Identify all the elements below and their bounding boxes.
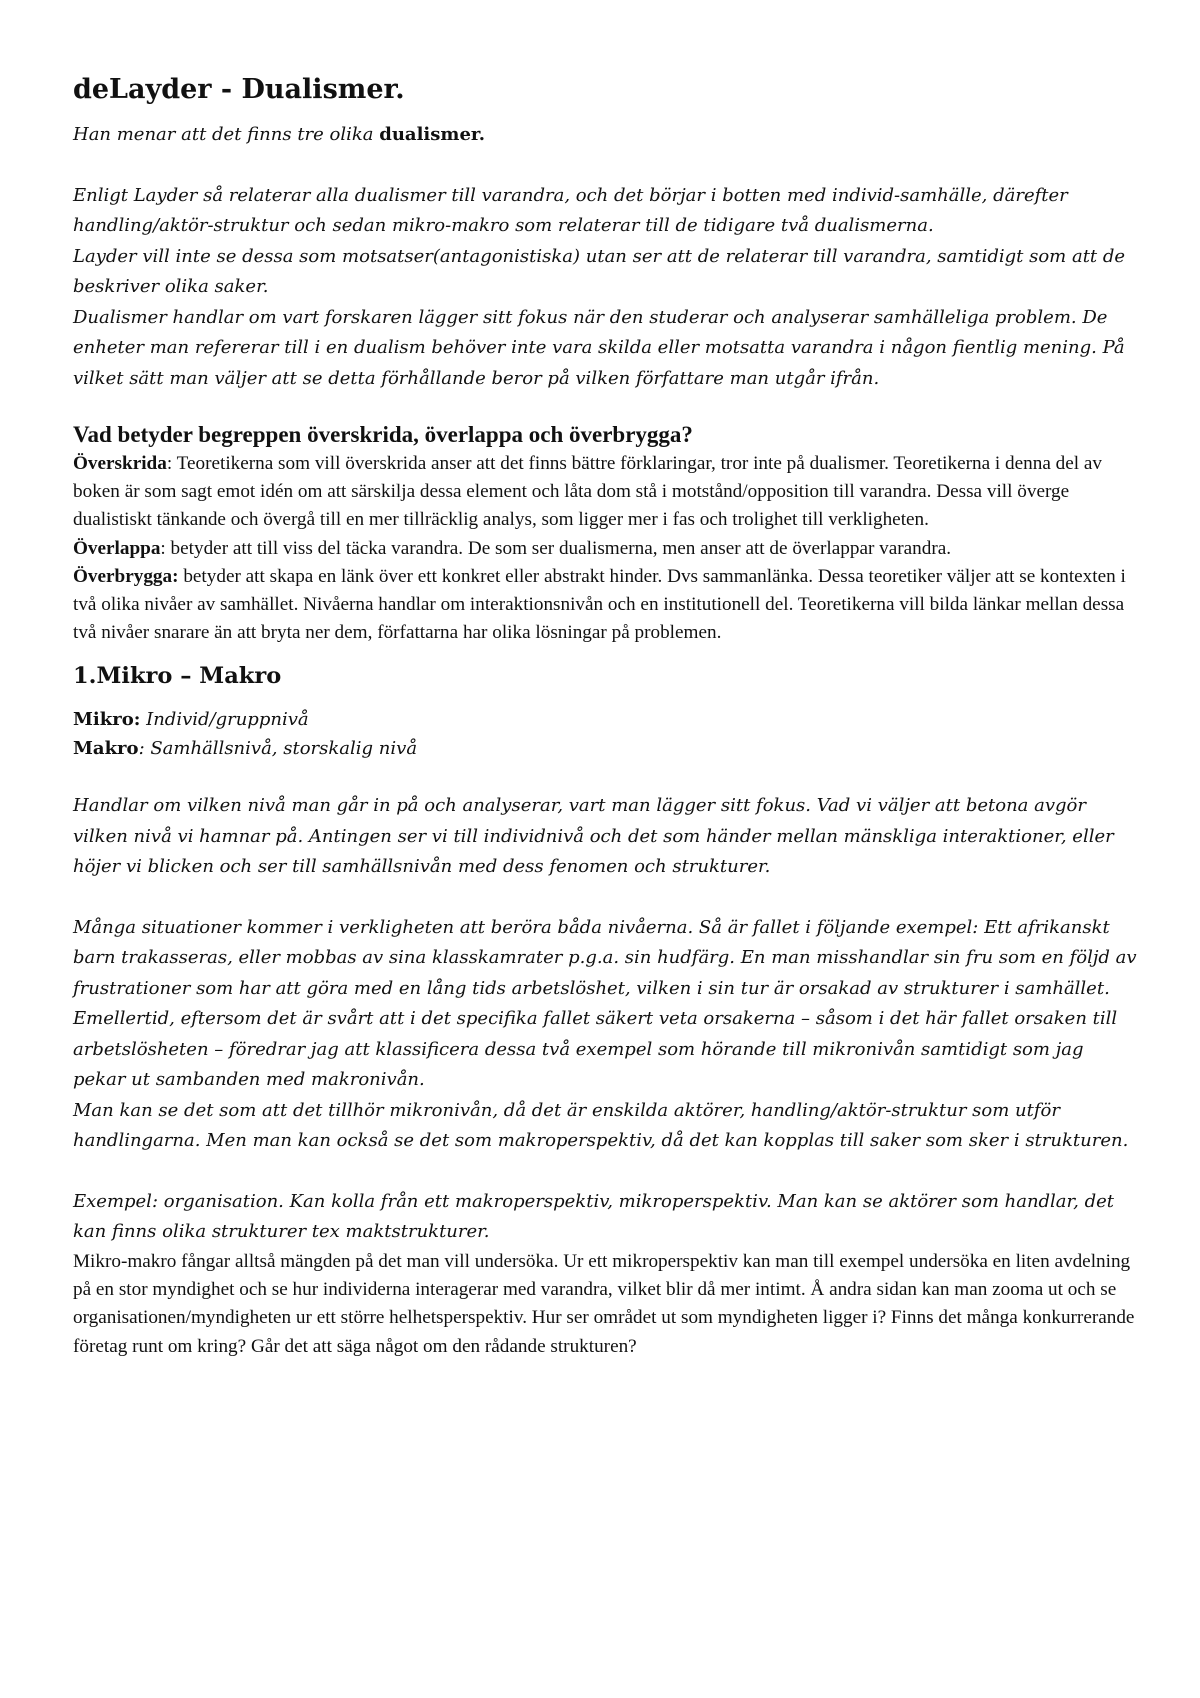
intro-bold: dualismer. [379, 124, 485, 145]
question-heading: Vad betyder begreppen överskrida, överlappa och överbrygga? [73, 422, 693, 447]
text-overskrida: : Teoretikerna som vill överskrida anser att det finns bättre förklaringar, tror inte på dualismer. Teoretikerna i denna del av boken är som sagt emot idén om att särskilja dessa element och låta dom stå i motstånd/opposition till varandra. Dessa vill överge dualistiskt tänkande och övergå till en mer tillräcklig analys, som ligger mer i fas och trolighet till verkligheten. [73, 453, 1102, 531]
document-page [73, 72, 1139, 1361]
paragraph-researcher-focus: Dualismer handlar om vart forskaren lägger sitt fokus när den studerar och analyserar samhälleliga problem. De enheter man refererar till i en dualism behöver inte vara skilda eller motsatta varandra i någon fientlig mening. På vilket sätt man väljer att se detta förhållande beror på vilken författare man utgår ifrån. [73, 306, 1125, 389]
intro-line [73, 120, 1139, 151]
paragraph-layder-relation: Enligt Layder så relaterar alla dualismer till varandra, och det börjar i botten med individ-samhälle, därefter handling/aktör-struktur och sedan mikro-makro som relaterar till de tidigare två dualismerna. [73, 184, 1068, 236]
definition-mikro [73, 705, 1139, 734]
spacer [73, 763, 1139, 791]
spacer [73, 883, 1139, 913]
term-mikro: Mikro: [73, 709, 141, 731]
definition-overskrida [73, 450, 1139, 535]
text-overlappa: : betyder att till viss del täcka varandra. De som ser dualismerna, men anser att de överlappar varandra. [160, 537, 952, 559]
paragraph-example-situations: Många situationer kommer i verkligheten att beröra båda nivåerna. Så är fallet i följande exempel: Ett afrikanskt barn trakasseras, eller mobbas av sina klasskamrater p.g.a. sin hudfärg. En man misshandlar sin fru som en följd av frustrationer som har att göra med en lång tids arbetslöshet, vilken i sin tur är orsakad av strukturer i samhället. Emellertid, eftersom det är svårt att i det specifika fallet säkert veta orsakerna – såsom i det här fallet orsaken till arbetslösheten – föredrar jag att klassificera dessa två exempel som hörande till mikronivån samtidigt som jag pekar ut sambanden med makronivån. [73, 916, 1137, 1091]
term-overbrygga: Överbrygga: [73, 565, 179, 587]
term-overskrida: Överskrida [73, 453, 167, 474]
paragraph-antagonism: Layder vill inte se dessa som motsatser(antagonistiska) utan ser att de relaterar till varandra, samtidigt som att de beskriver olika saker. [73, 245, 1126, 297]
definition-makro [73, 734, 1139, 763]
definition-overbrygga [73, 563, 1139, 648]
paragraph-level-focus: Handlar om vilken nivå man går in på och analyserar, vart man lägger sitt fokus. Vad vi väljer att betona avgör vilken nivå vi hamnar på. Antingen ser vi till individnivå och det som händer mellan mänskliga interaktioner, eller höjer vi blicken och ser till samhällsnivån med dess fenomen och strukturer. [73, 795, 1114, 878]
intro-prefix: Han menar att det finns tre olika [73, 124, 380, 145]
document-title: deLayder - Dualismer. [73, 74, 405, 105]
text-makro: : Samhällsnivå, storskalig nivå [138, 738, 418, 760]
paragraph-organisation-example: Exempel: organisation. Kan kolla från ett makroperspektiv, mikroperspektiv. Man kan se aktörer som handlar, det kan finns olika strukturer tex maktstrukturer. [73, 1190, 1115, 1243]
text-mikro: Individ/gruppnivå [140, 709, 309, 731]
spacer [73, 394, 1139, 420]
definition-overlappa [73, 535, 1139, 563]
spacer [73, 1157, 1139, 1187]
text-overbrygga: betyder att skapa en länk över ett konkret eller abstrakt hinder. Dvs sammanlänka. Dessa teoretiker väljer att se kontexten i två olika nivåer av samhället. Nivåerna handlar om interaktionsnivån och en institutionell del. Teoretikerna vill bilda länkar mellan dessa två nivåer snarare än att bryta ner dem, författarna har olika lösningar på problemen. [73, 565, 1126, 644]
paragraph-mikro-makro-scope: Mikro-makro fångar alltså mängden på det man vill undersöka. Ur ett mikroperspektiv kan man till exempel undersöka en liten avdelning på en stor myndighet och se hur individerna interagerar med varandra, vilket blir då mer intimt. Å andra sidan kan man zooma ut och se organisationen/myndigheten ur ett större helhetsperspektiv. Hur ser området ut som myndigheten ligger i? Finns det många konkurrerande företag runt om kring? Går det att säga något om den rådande strukturen? [73, 1250, 1135, 1357]
spacer [73, 151, 1139, 181]
section-heading-mikro-makro: 1.Mikro – Makro [73, 663, 282, 690]
term-makro: Makro [73, 738, 139, 760]
term-overlappa: Överlappa [73, 537, 161, 559]
paragraph-mikro-interpretation: Man kan se det som att det tillhör mikronivån, då det är enskilda aktörer, handling/aktör-struktur som utför handlingarna. Men man kan också se det som makroperspektiv, då det kan kopplas till saker som sker i strukturen. [73, 1099, 1129, 1152]
